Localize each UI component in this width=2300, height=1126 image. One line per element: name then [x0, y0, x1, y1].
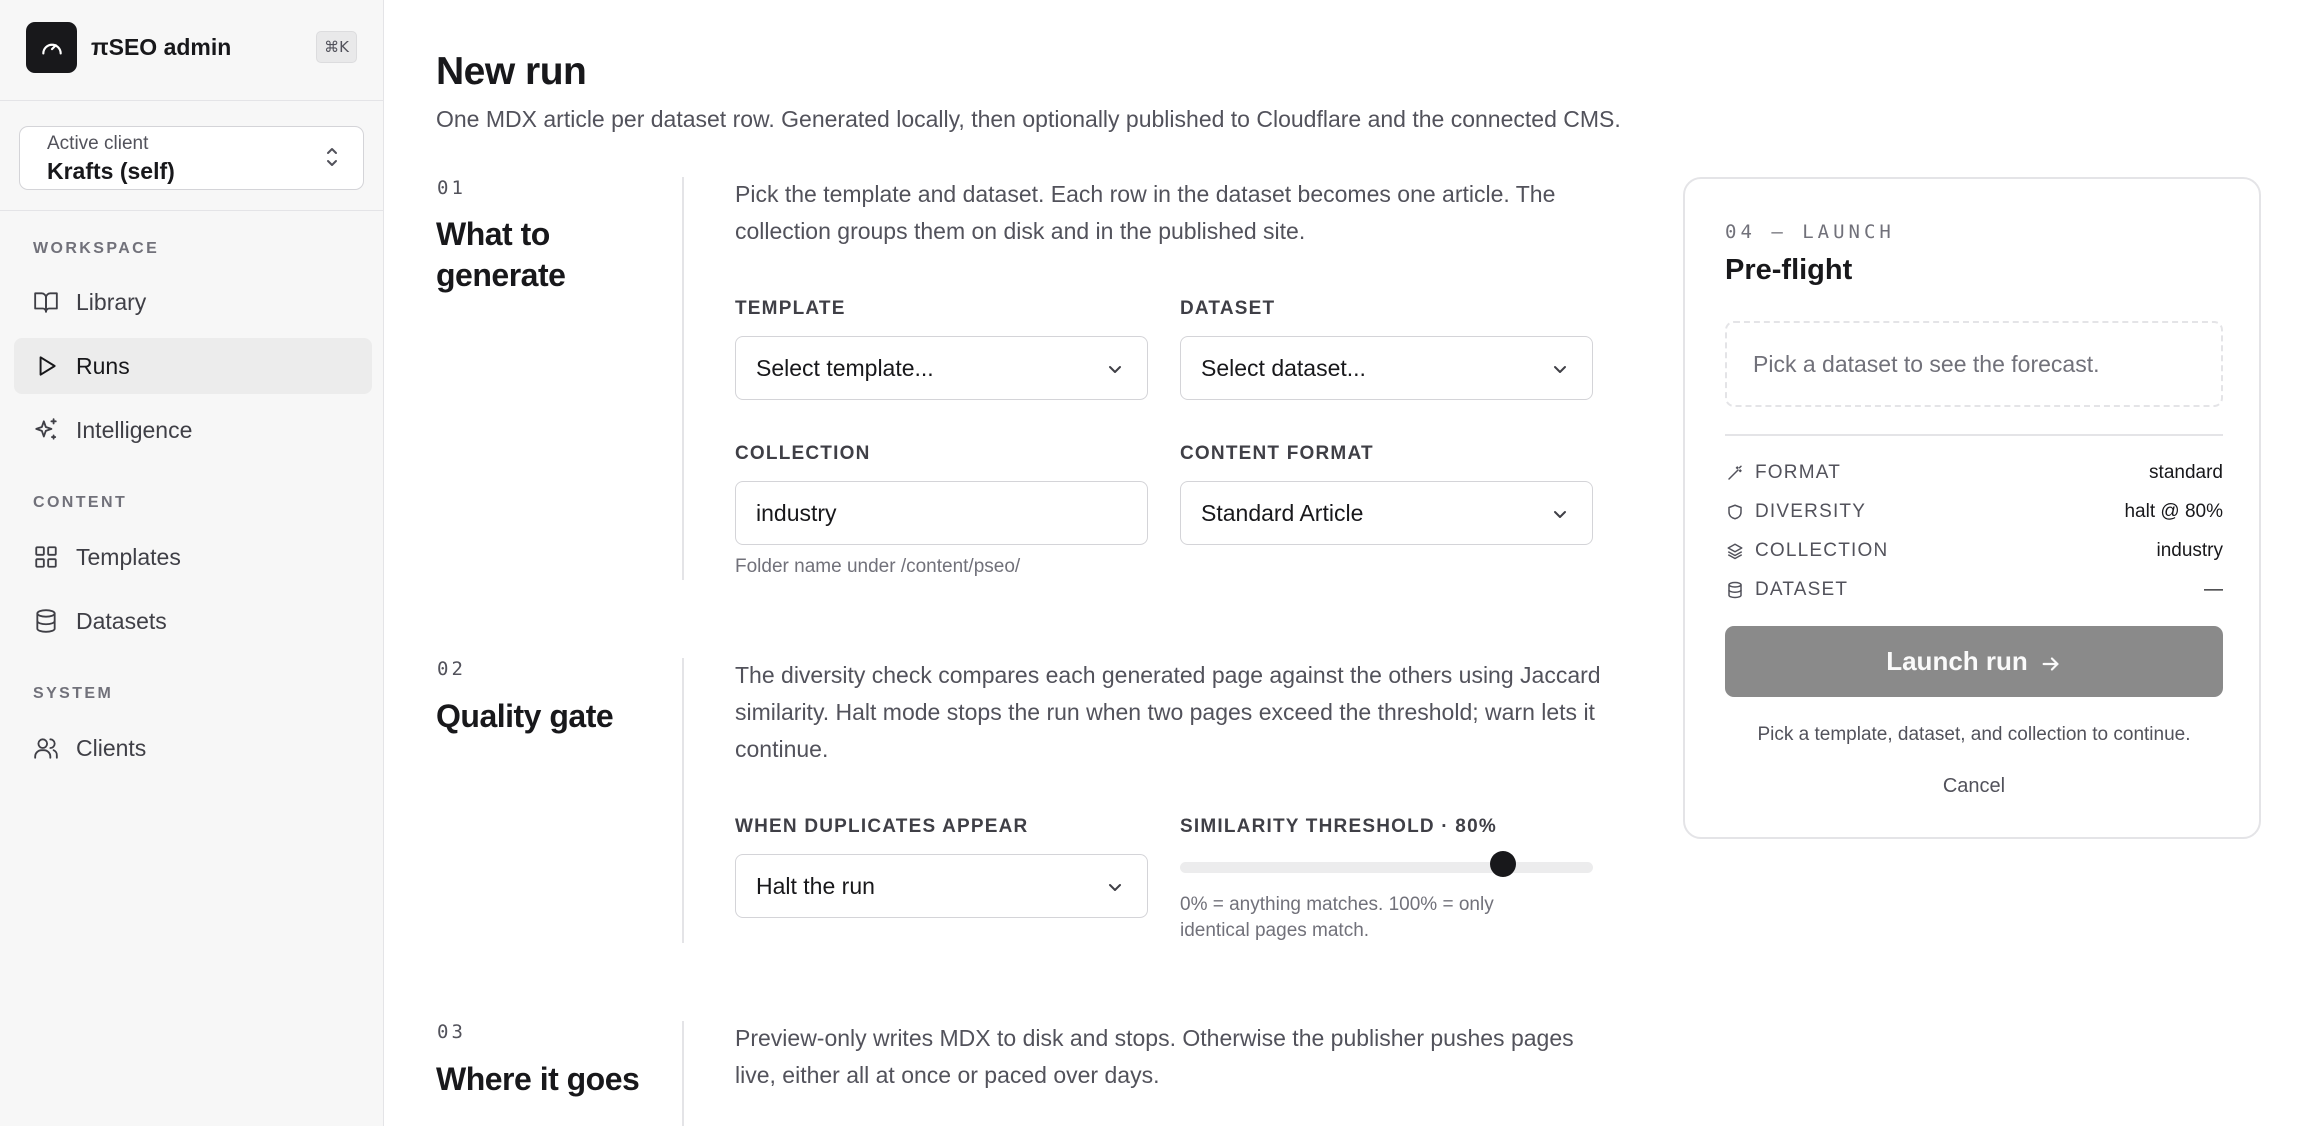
collection-helper: Folder name under /content/pseo/ — [735, 556, 1021, 577]
summary-value: industry — [2156, 540, 2223, 561]
sidebar-item-datasets[interactable] — [14, 593, 372, 649]
section-description: Preview-only writes MDX to disk and stops. Otherwise the publisher pushes pages live, either all at once or paced over days. — [735, 1025, 1574, 1088]
summary-row-collection — [1725, 537, 2223, 565]
shield-icon — [1725, 502, 1745, 522]
brand[interactable] — [26, 22, 231, 73]
section-label-content: CONTENT — [33, 494, 128, 511]
section-title: Where it goes — [436, 1061, 640, 1097]
section-divider — [682, 177, 684, 580]
layers-icon — [1725, 541, 1745, 561]
chevron-down-icon — [1550, 504, 1570, 524]
summary-value: standard — [2149, 462, 2223, 483]
sidebar-divider — [0, 210, 384, 211]
summary-row-dataset — [1725, 576, 2223, 604]
users-icon — [32, 734, 60, 762]
section-description: The diversity check compares each generated page against the others using Jaccard similarity. Halt mode stops the run when two pages exceed the threshold; warn lets it continue. — [735, 662, 1601, 762]
card-title: Pre-flight — [1725, 254, 1853, 286]
section-description: Pick the template and dataset. Each row in the dataset becomes one article. The collection groups them on disk and in the published site. — [735, 181, 1556, 244]
sidebar-item-label: Datasets — [76, 607, 167, 634]
page-subtitle: One MDX article per dataset row. Generated locally, then optionally published to Cloudflare and the connected CMS. — [436, 106, 1621, 132]
content-format-label: CONTENT FORMAT — [1180, 443, 1374, 464]
section-label-workspace: WORKSPACE — [33, 240, 160, 257]
summary-key: FORMAT — [1755, 462, 1842, 483]
section-divider — [682, 1021, 684, 1126]
section-number: 01 — [437, 177, 466, 199]
dataset-select-value: Select dataset... — [1201, 354, 1366, 381]
gauge-icon — [26, 22, 77, 73]
chevron-down-icon — [1550, 359, 1570, 379]
sidebar-item-label: Clients — [76, 734, 147, 761]
threshold-helper: 0% = anything matches. 100% = only identical pages match. — [1180, 894, 1494, 941]
sidebar-item-library[interactable] — [14, 274, 372, 330]
command-shortcut-badge[interactable]: ⌘K — [316, 31, 357, 63]
database-icon — [32, 607, 60, 635]
dataset-label: DATASET — [1180, 298, 1276, 319]
grid-icon — [32, 543, 60, 571]
content-format-value: Standard Article — [1201, 499, 1364, 526]
section-number: 03 — [437, 1021, 466, 1043]
dataset-select[interactable] — [1180, 336, 1593, 400]
launch-run-button[interactable] — [1725, 626, 2223, 697]
database-icon — [1725, 580, 1745, 600]
section-divider — [682, 658, 684, 943]
sidebar-item-templates[interactable] — [14, 529, 372, 585]
collection-label: COLLECTION — [735, 443, 871, 464]
duplicates-select[interactable] — [735, 854, 1148, 918]
active-client-value: Krafts (self) — [47, 158, 175, 184]
summary-value: halt @ 80% — [2124, 501, 2223, 522]
template-select-value: Select template... — [756, 354, 934, 381]
template-label: TEMPLATE — [735, 298, 846, 319]
threshold-label: SIMILARITY THRESHOLD · 80% — [1180, 816, 1497, 837]
preflight-card — [1683, 177, 2261, 839]
summary-key: COLLECTION — [1755, 540, 1889, 561]
page-title: New run — [436, 50, 587, 93]
launch-run-label: Launch run — [1886, 646, 2028, 676]
threshold-slider-track[interactable] — [1180, 862, 1593, 873]
sidebar-item-label: Library — [76, 288, 147, 315]
collection-input-value: industry — [756, 499, 837, 526]
collection-input[interactable] — [735, 481, 1148, 545]
active-client-caption: Active client — [47, 133, 149, 154]
sparkles-icon — [32, 416, 60, 444]
arrow-right-icon — [2040, 651, 2062, 673]
content-format-select[interactable] — [1180, 481, 1593, 545]
active-client-select[interactable] — [19, 126, 364, 190]
duplicates-select-value: Halt the run — [756, 872, 875, 899]
sidebar-item-clients[interactable] — [14, 720, 372, 776]
duplicates-label: WHEN DUPLICATES APPEAR — [735, 816, 1029, 837]
summary-key: DATASET — [1755, 579, 1849, 600]
book-open-icon — [32, 288, 60, 316]
section-title: What to generate — [436, 216, 566, 293]
section-title: Quality gate — [436, 698, 614, 734]
sidebar-divider — [0, 100, 384, 101]
wand-icon — [1725, 463, 1745, 483]
chevron-down-icon — [1105, 877, 1125, 897]
sidebar-item-label: Runs — [76, 352, 130, 379]
summary-value: — — [2204, 579, 2223, 600]
summary-key: DIVERSITY — [1755, 501, 1867, 522]
sidebar — [0, 0, 384, 1126]
card-divider — [1725, 434, 2223, 436]
play-icon — [32, 352, 60, 380]
summary-row-diversity — [1725, 498, 2223, 526]
section-label-system: SYSTEM — [33, 685, 114, 702]
sidebar-item-runs[interactable] — [14, 338, 372, 394]
forecast-placeholder: Pick a dataset to see the forecast. — [1725, 321, 2223, 407]
sidebar-item-intelligence[interactable] — [14, 402, 372, 458]
cancel-button[interactable]: Cancel — [1942, 775, 2006, 797]
sidebar-item-label: Templates — [76, 543, 181, 570]
section-number: 02 — [437, 658, 466, 680]
brand-name: πSEO admin — [91, 34, 232, 60]
threshold-slider-thumb[interactable] — [1490, 851, 1516, 877]
summary-row-format — [1725, 459, 2223, 487]
launch-hint: Pick a template, dataset, and collection to continue. — [1757, 724, 2191, 745]
chevron-down-icon — [1105, 359, 1125, 379]
card-step-label: 04 — LAUNCH — [1725, 221, 1895, 243]
template-select[interactable] — [735, 336, 1148, 400]
sidebar-item-label: Intelligence — [76, 416, 193, 443]
chevron-up-down-icon — [323, 143, 341, 171]
